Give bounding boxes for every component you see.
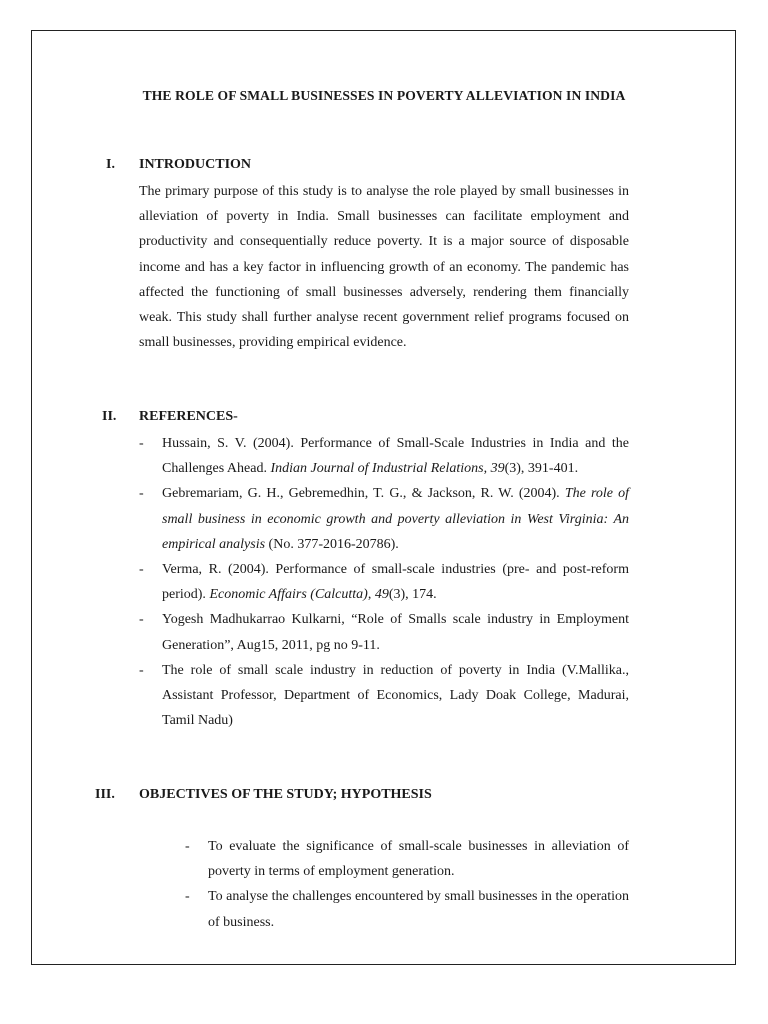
list-dash: -	[139, 662, 144, 678]
objectives-list	[185, 834, 629, 935]
section-3-number: III.	[95, 787, 115, 802]
list-dash: -	[139, 612, 144, 628]
list-dash: -	[139, 436, 144, 451]
document-title: THE ROLE OF SMALL BUSINESSES IN POVERTY ALLEVIATION IN INDIA	[142, 88, 626, 103]
objective-item: - To analyse the challenges encountered by small businesses in the operation of business.	[185, 884, 629, 934]
reference-item: - The role of small scale industry in reduction of poverty in India (V.Mallika., Assistant Professor, Department of Economics, Lady Doak College, Madurai, Tamil Nadu)	[139, 658, 629, 734]
section-3-heading: OBJECTIVES OF THE STUDY; HYPOTHESIS	[139, 787, 432, 802]
reference-item: - Hussain, S. V. (2004). Performance of Small-Scale Industries in India and the Challenges Ahead. Indian Journal of Industrial Relations, 39(3), 391-401.	[139, 431, 629, 481]
list-dash: -	[185, 839, 190, 854]
reference-item: - Verma, R. (2004). Performance of small-scale industries (pre- and post-reform period). Economic Affairs (Calcutta), 49(3), 174.	[139, 557, 629, 607]
list-dash: -	[139, 486, 144, 502]
section-1-heading: INTRODUCTION	[139, 157, 252, 172]
section-2-number: II.	[102, 409, 117, 424]
reference-item: - Gebremariam, G. H., Gebremedhin, T. G., & Jackson, R. W. (2004). The role of small business in economic growth and poverty alleviation in West Virginia: An empirical analysis (No. 377-2016-20786).	[139, 481, 629, 557]
introduction-paragraph: The primary purpose of this study is to analyse the role played by small businesses in alleviation of poverty in India. Small businesses can facilitate employment and productivity and consequentially reduce poverty. It is a major source of disposable income and has a key factor in influencing growth of an economy. The pandemic has affected the functioning of small businesses adversely, rendering them financially weak. This study shall further analyse recent government relief programs focused on small businesses, providing empirical evidence.	[139, 184, 629, 351]
list-dash: -	[139, 562, 144, 578]
objective-item: - To evaluate the significance of small-scale businesses in alleviation of poverty in terms of employment generation.	[185, 834, 629, 884]
list-dash: -	[185, 889, 190, 905]
section-2-heading: REFERENCES-	[139, 409, 238, 424]
references-list	[139, 431, 629, 733]
reference-item: - Yogesh Madhukarrao Kulkarni, “Role of Smalls scale industry in Employment Generation”, Aug15, 2011, pg no 9-11.	[139, 607, 629, 657]
section-1-number: I.	[106, 157, 115, 172]
